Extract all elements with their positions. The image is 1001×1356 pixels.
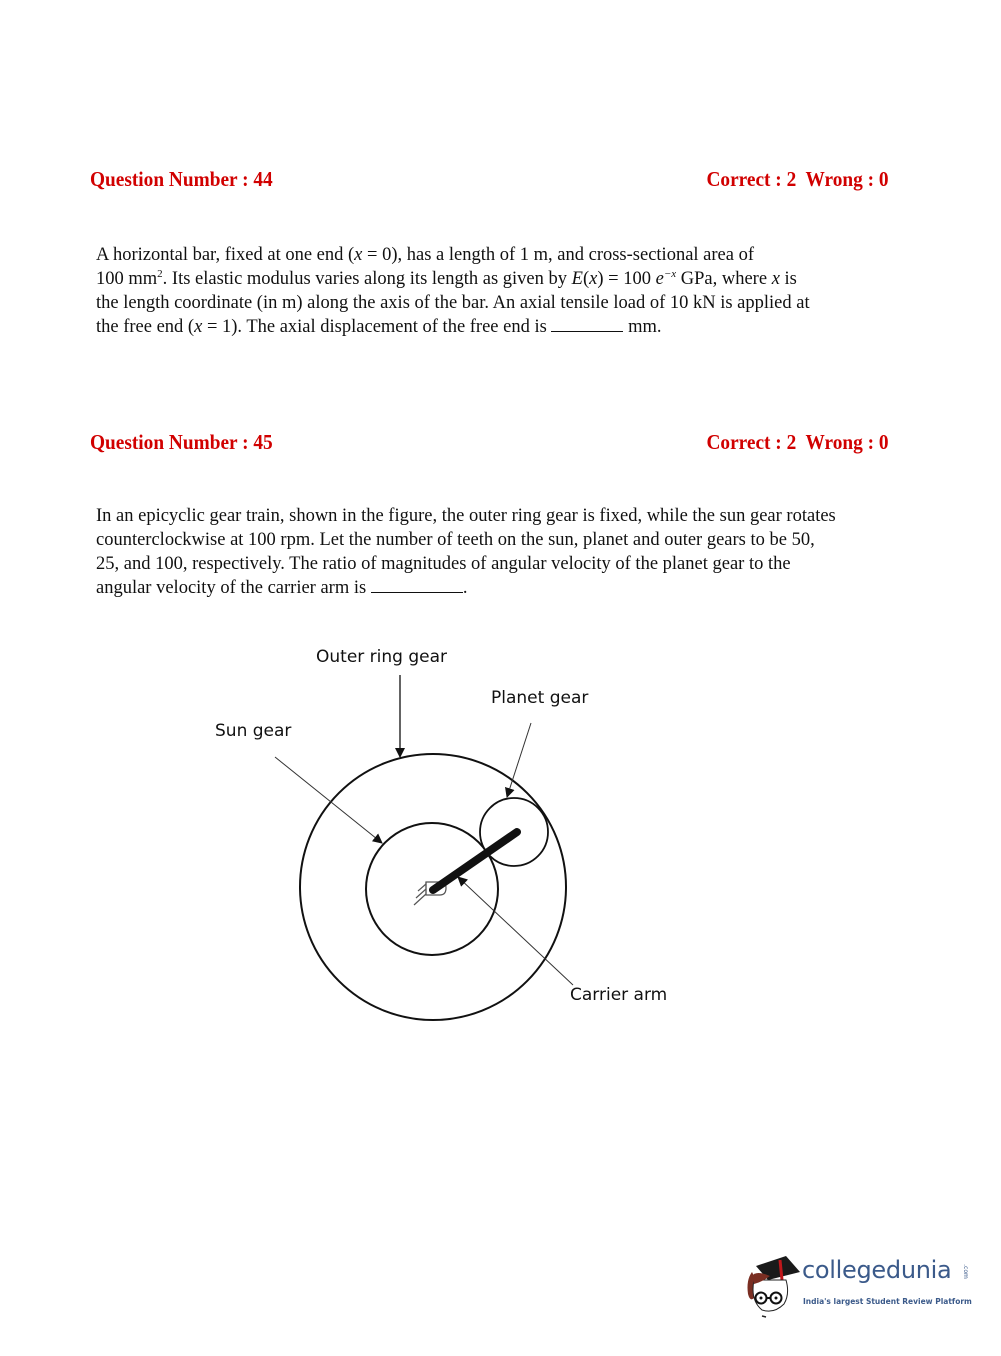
logo-domain-text: .com bbox=[961, 1264, 969, 1279]
mascot-icon bbox=[740, 1250, 802, 1320]
text-segment: . Its elastic modulus varies along its length as given by bbox=[162, 269, 572, 289]
score-info: Correct : 2 Wrong : 0 bbox=[706, 430, 889, 454]
text-line bbox=[96, 528, 926, 552]
question-44-header bbox=[90, 167, 889, 195]
sun-gear-label: Sun gear bbox=[215, 721, 292, 741]
sun-gear bbox=[366, 823, 498, 955]
text-segment: counterclockwise at 100 rpm. Let the number of teeth on the sun, planet and outer gears to be 50, bbox=[96, 530, 815, 550]
math-variable: x bbox=[771, 269, 780, 289]
text-segment: A horizontal bar, fixed at one end ( bbox=[96, 245, 355, 265]
carrier-arm bbox=[433, 832, 517, 890]
math-variable: x bbox=[194, 317, 203, 337]
text-line bbox=[96, 315, 926, 339]
planet-gear-leader-arrow bbox=[507, 723, 531, 797]
planet-gear-label: Planet gear bbox=[491, 688, 589, 708]
text-segment: angular velocity of the carrier arm is bbox=[96, 578, 371, 598]
text-segment: 100 mm bbox=[96, 269, 158, 289]
text-segment: the length coordinate (in m) along the axis of the bar. An axial tensile load of 10 kN is applied at bbox=[96, 293, 810, 313]
text-segment: = 1). The axial displacement of the free end is bbox=[202, 317, 552, 337]
outer-ring-gear-label: Outer ring gear bbox=[316, 647, 448, 667]
text-segment: is bbox=[779, 269, 797, 289]
outer-ring-gear bbox=[300, 754, 566, 1020]
text-segment: ( bbox=[582, 269, 590, 289]
text-line bbox=[96, 504, 926, 528]
score-info: Correct : 2 Wrong : 0 bbox=[706, 167, 889, 191]
math-variable: x bbox=[354, 245, 363, 265]
math-variable: x bbox=[589, 269, 598, 289]
text-segment: . bbox=[462, 578, 468, 598]
logo-tagline: India's largest Student Review Platform bbox=[803, 1297, 972, 1306]
question-number: Question Number : 44 bbox=[90, 167, 273, 191]
text-segment: GPa, where bbox=[676, 269, 772, 289]
question-45-text bbox=[96, 504, 926, 600]
logo-brand-text: collegedunia bbox=[802, 1256, 952, 1284]
question-44-text bbox=[96, 243, 926, 339]
collegedunia-logo bbox=[740, 1250, 975, 1320]
carrier-arm-leader-arrow bbox=[458, 877, 573, 985]
question-45-header bbox=[90, 430, 889, 458]
superscript: −x bbox=[663, 267, 677, 280]
text-segment: ) = 100 bbox=[597, 269, 656, 289]
question-number: Question Number : 45 bbox=[90, 430, 273, 454]
answer-blank bbox=[371, 576, 463, 593]
planet-gear bbox=[480, 798, 548, 866]
carrier-arm-label: Carrier arm bbox=[570, 985, 668, 1005]
text-segment: mm. bbox=[623, 317, 662, 337]
superscript: 2 bbox=[157, 267, 163, 280]
text-line bbox=[96, 243, 926, 267]
text-segment: = 0), has a length of 1 m, and cross-sectional area of bbox=[362, 245, 754, 265]
text-line bbox=[96, 552, 926, 576]
math-variable: e bbox=[655, 269, 664, 289]
text-segment: In an epicyclic gear train, shown in the figure, the outer ring gear is fixed, while the sun gear rotates bbox=[96, 506, 836, 526]
text-segment: the free end ( bbox=[96, 317, 195, 337]
math-variable: E bbox=[571, 269, 583, 289]
text-segment: 25, and 100, respectively. The ratio of magnitudes of angular velocity of the planet gear to the bbox=[96, 554, 791, 574]
pivot-support-icon bbox=[414, 882, 446, 905]
text-line bbox=[96, 291, 926, 315]
text-line bbox=[96, 267, 926, 291]
text-line bbox=[96, 576, 926, 600]
answer-blank bbox=[551, 315, 623, 332]
sun-gear-leader-arrow bbox=[275, 757, 382, 843]
